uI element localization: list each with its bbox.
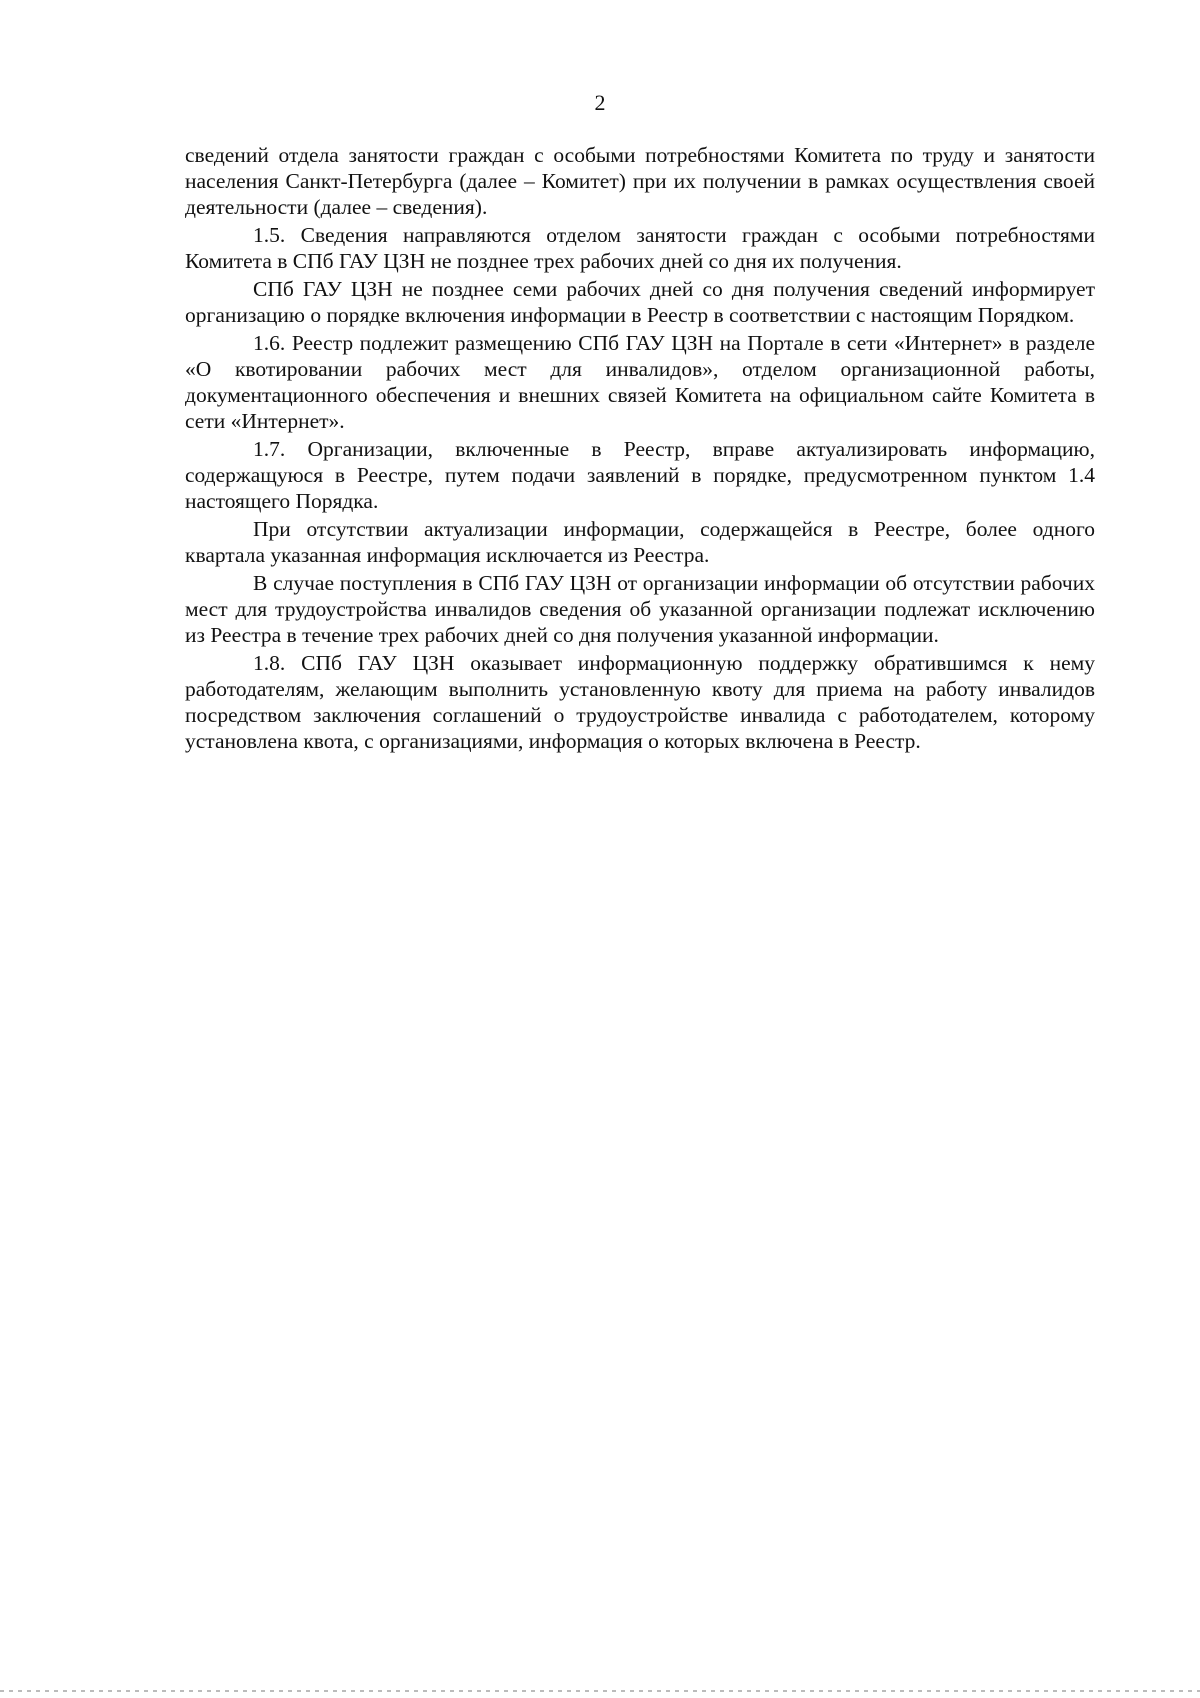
paragraph-1-5: 1.5. Сведения направляются отделом занятости граждан с особыми потребностями Комитета в СПб ГАУ ЦЗН не позднее трех рабочих дней со дня их получения.	[185, 223, 1095, 273]
paragraph-actualization: При отсутствии актуализации информации, содержащейся в Реестре, более одного квартала указанная информация исключается из Реестра.	[185, 517, 1095, 567]
paragraph-1-7: 1.7. Организации, включенные в Реестр, вправе актуализировать информацию, содержащуюся в Реестре, путем подачи заявлений в порядке, предусмотренном пунктом 1.4 настоящего Порядка.	[185, 437, 1095, 513]
paragraph-1-6: 1.6. Реестр подлежит размещению СПб ГАУ ЦЗН на Портале в сети «Интернет» в разделе «О квотировании рабочих мест для инвалидов», отделом организационной работы, документационного обеспечения и внешних связей Комитета на официальном сайте Комитета в сети «Интернет».	[185, 331, 1095, 433]
page-number: 2	[594, 90, 606, 115]
paragraph-exclusion: В случае поступления в СПб ГАУ ЦЗН от организации информации об отсутствии рабочих мест для трудоустройства инвалидов сведения об указанной организации подлежат исключению из Реестра в течение трех рабочих дней со дня получения указанной информации.	[185, 571, 1095, 647]
scan-edge-line	[0, 1690, 1200, 1692]
document-body	[185, 142, 1095, 754]
paragraph-continuation: сведений отдела занятости граждан с особыми потребностями Комитета по труду и занятости населения Санкт-Петербурга (далее – Комитет) при их получении в рамках осуществления своей деятельности (далее – сведения).	[185, 143, 1095, 219]
paragraph-1-8: 1.8. СПб ГАУ ЦЗН оказывает информационную поддержку обратившимся к нему работодателям, желающим выполнить установленную квоту для приема на работу инвалидов посредством заключения соглашений о трудоустройстве инвалида с работодателем, которому установлена квота, с организациями, информация о которых включена в Реестр.	[185, 651, 1095, 753]
paragraph-info-org: СПб ГАУ ЦЗН не позднее семи рабочих дней со дня получения сведений информирует организацию о порядке включения информации в Реестр в соответствии с настоящим Порядком.	[185, 277, 1095, 327]
